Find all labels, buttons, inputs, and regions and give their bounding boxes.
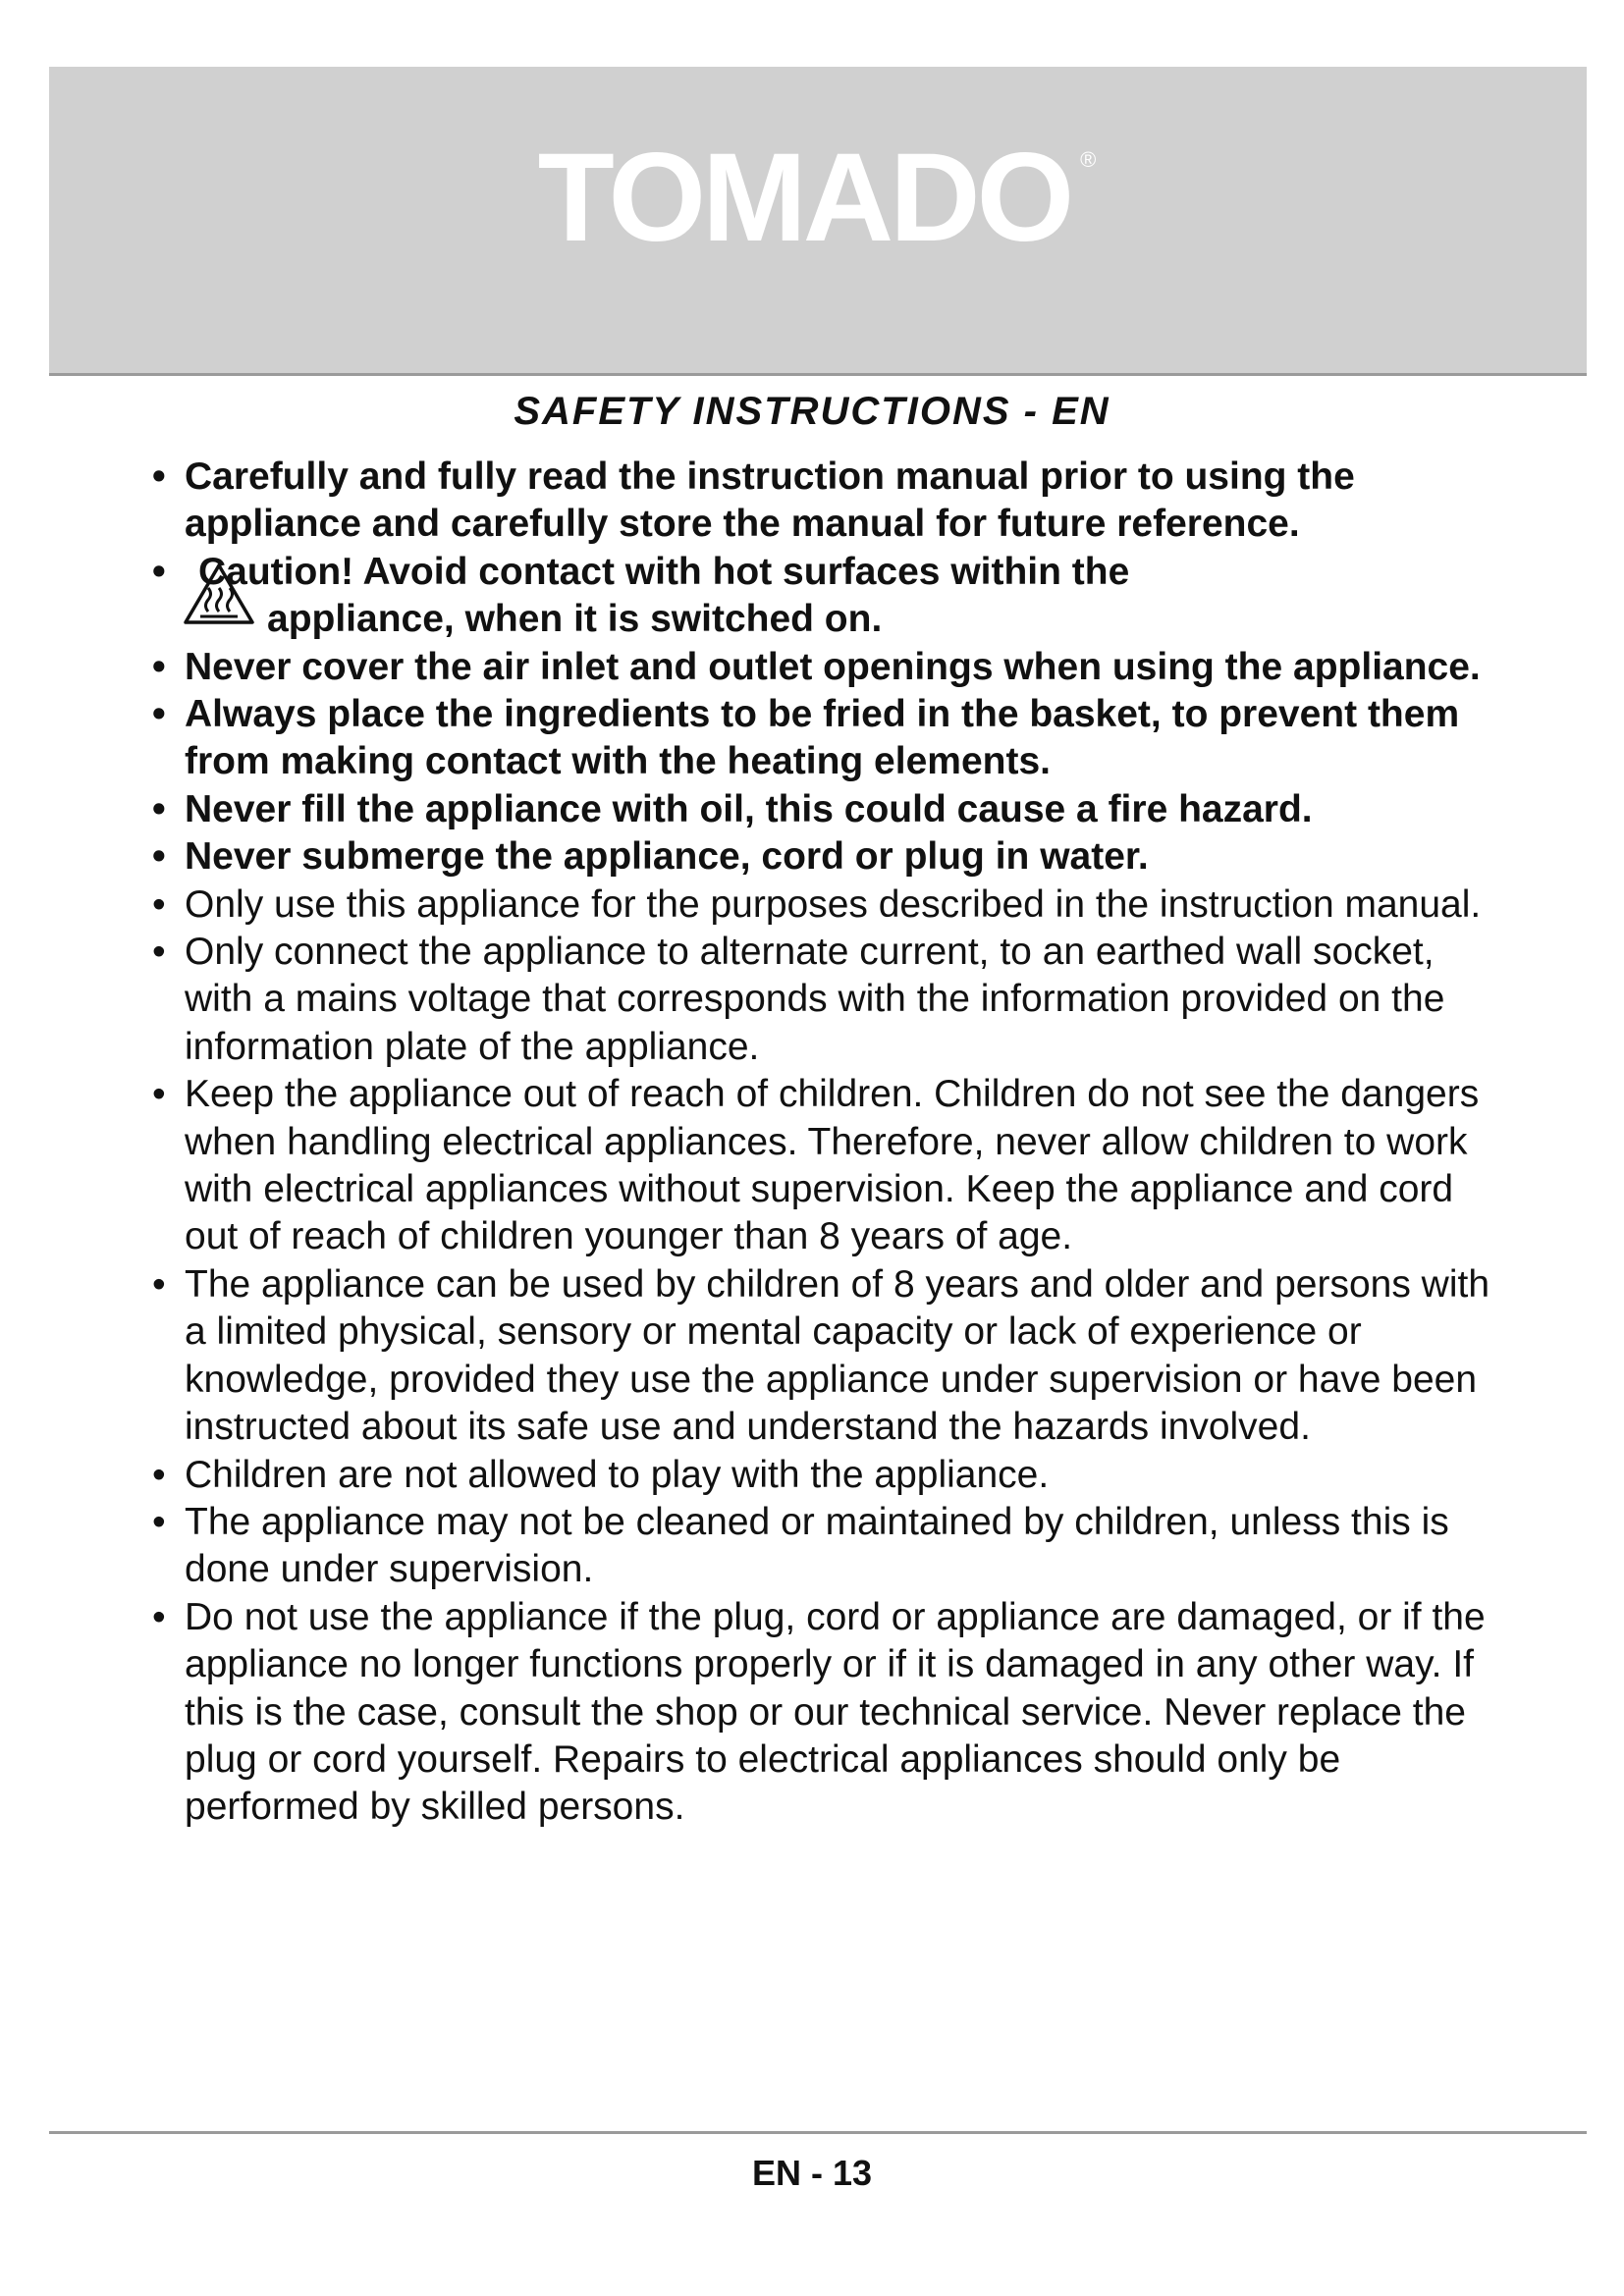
caution-line1: Caution! Avoid contact with hot surfaces within the xyxy=(198,550,1130,593)
caution-line2: appliance, when it is switched on. xyxy=(267,598,883,641)
list-item-text: Never cover the air inlet and outlet openings when using the appliance. xyxy=(185,645,1481,688)
bullet: • xyxy=(152,1262,166,1306)
list-item xyxy=(152,1071,1497,1261)
list-item xyxy=(152,454,1497,549)
list-item-text: Only use this appliance for the purposes described in the instruction manual. xyxy=(185,882,1482,926)
list-item xyxy=(152,833,1497,881)
list-item-text: Never fill the appliance with oil, this could cause a fire hazard. xyxy=(185,787,1313,830)
bullet: • xyxy=(152,835,166,879)
bullet: • xyxy=(152,1500,166,1543)
list-item xyxy=(152,1499,1497,1594)
list-item-text: Carefully and fully read the instruction manual prior to using the appliance and carefully store the manual for future reference. xyxy=(185,455,1355,546)
bullet: • xyxy=(152,787,166,830)
bullet: • xyxy=(152,693,166,736)
caution-line1-wrap xyxy=(185,549,1497,596)
list-item-text: Only connect the appliance to alternate current, to an earthed wall socket, with a mains voltage that corresponds with the information provided on the information plate of the appliance. xyxy=(185,931,1445,1068)
list-item xyxy=(152,1261,1497,1452)
list-item-text: Children are not allowed to play with the appliance. xyxy=(185,1453,1050,1496)
bullet: • xyxy=(152,645,166,688)
list-item xyxy=(152,691,1497,786)
bullet: • xyxy=(152,931,166,974)
caution-item xyxy=(152,549,1497,644)
footer-rule xyxy=(49,2131,1587,2134)
brand-name: TOMADO xyxy=(537,128,1071,268)
list-item xyxy=(152,1594,1497,1832)
bullet: • xyxy=(152,550,166,593)
list-item xyxy=(152,644,1497,691)
list-item xyxy=(152,786,1497,833)
page-number: EN - 13 xyxy=(751,2153,873,2193)
bullet: • xyxy=(152,882,166,926)
page-title: SAFETY INSTRUCTIONS - EN xyxy=(514,390,1110,433)
list-item-text: Never submerge the appliance, cord or plug in water. xyxy=(185,835,1149,879)
list-item-text: Always place the ingredients to be fried in the basket, to prevent them from making contact with the heating elements. xyxy=(185,693,1460,783)
list-item-text: Do not use the appliance if the plug, cord or appliance are damaged, or if the appliance no longer functions properly or if it is damaged in any other way. If this is the case, consult the shop or our technical service. Never replace the plug or cord yourself. Repairs to electrical appliances should only be performed by skilled persons. xyxy=(185,1595,1486,1829)
bullet: • xyxy=(152,1595,166,1638)
bullet: • xyxy=(152,1073,166,1116)
bullet: • xyxy=(152,455,166,498)
list-item-text: The appliance can be used by children of 8 years and older and persons with a limited physical, sensory or mental capacity or lack of experience or knowledge, provided they use the appliance under supervision or have been instructed about its safe use and understand the hazards involved. xyxy=(185,1262,1490,1449)
list-item xyxy=(152,1452,1497,1499)
list-item xyxy=(152,881,1497,929)
safety-instructions-list xyxy=(152,454,1497,1832)
list-item-text: Keep the appliance out of reach of children. Children do not see the dangers when handling electrical appliances. Therefore, never allow children to work with electrical appliances without supervision. Keep the appliance and cord out of reach of children younger than 8 years of age. xyxy=(185,1073,1480,1258)
list-item-text: The appliance may not be cleaned or maintained by children, unless this is done under supervision. xyxy=(185,1500,1449,1591)
brand-logo xyxy=(0,128,1624,268)
list-item xyxy=(152,929,1497,1071)
caution-line2-wrap xyxy=(152,596,1497,643)
registered-mark: ® xyxy=(1080,147,1097,172)
bullet: • xyxy=(152,1453,166,1496)
